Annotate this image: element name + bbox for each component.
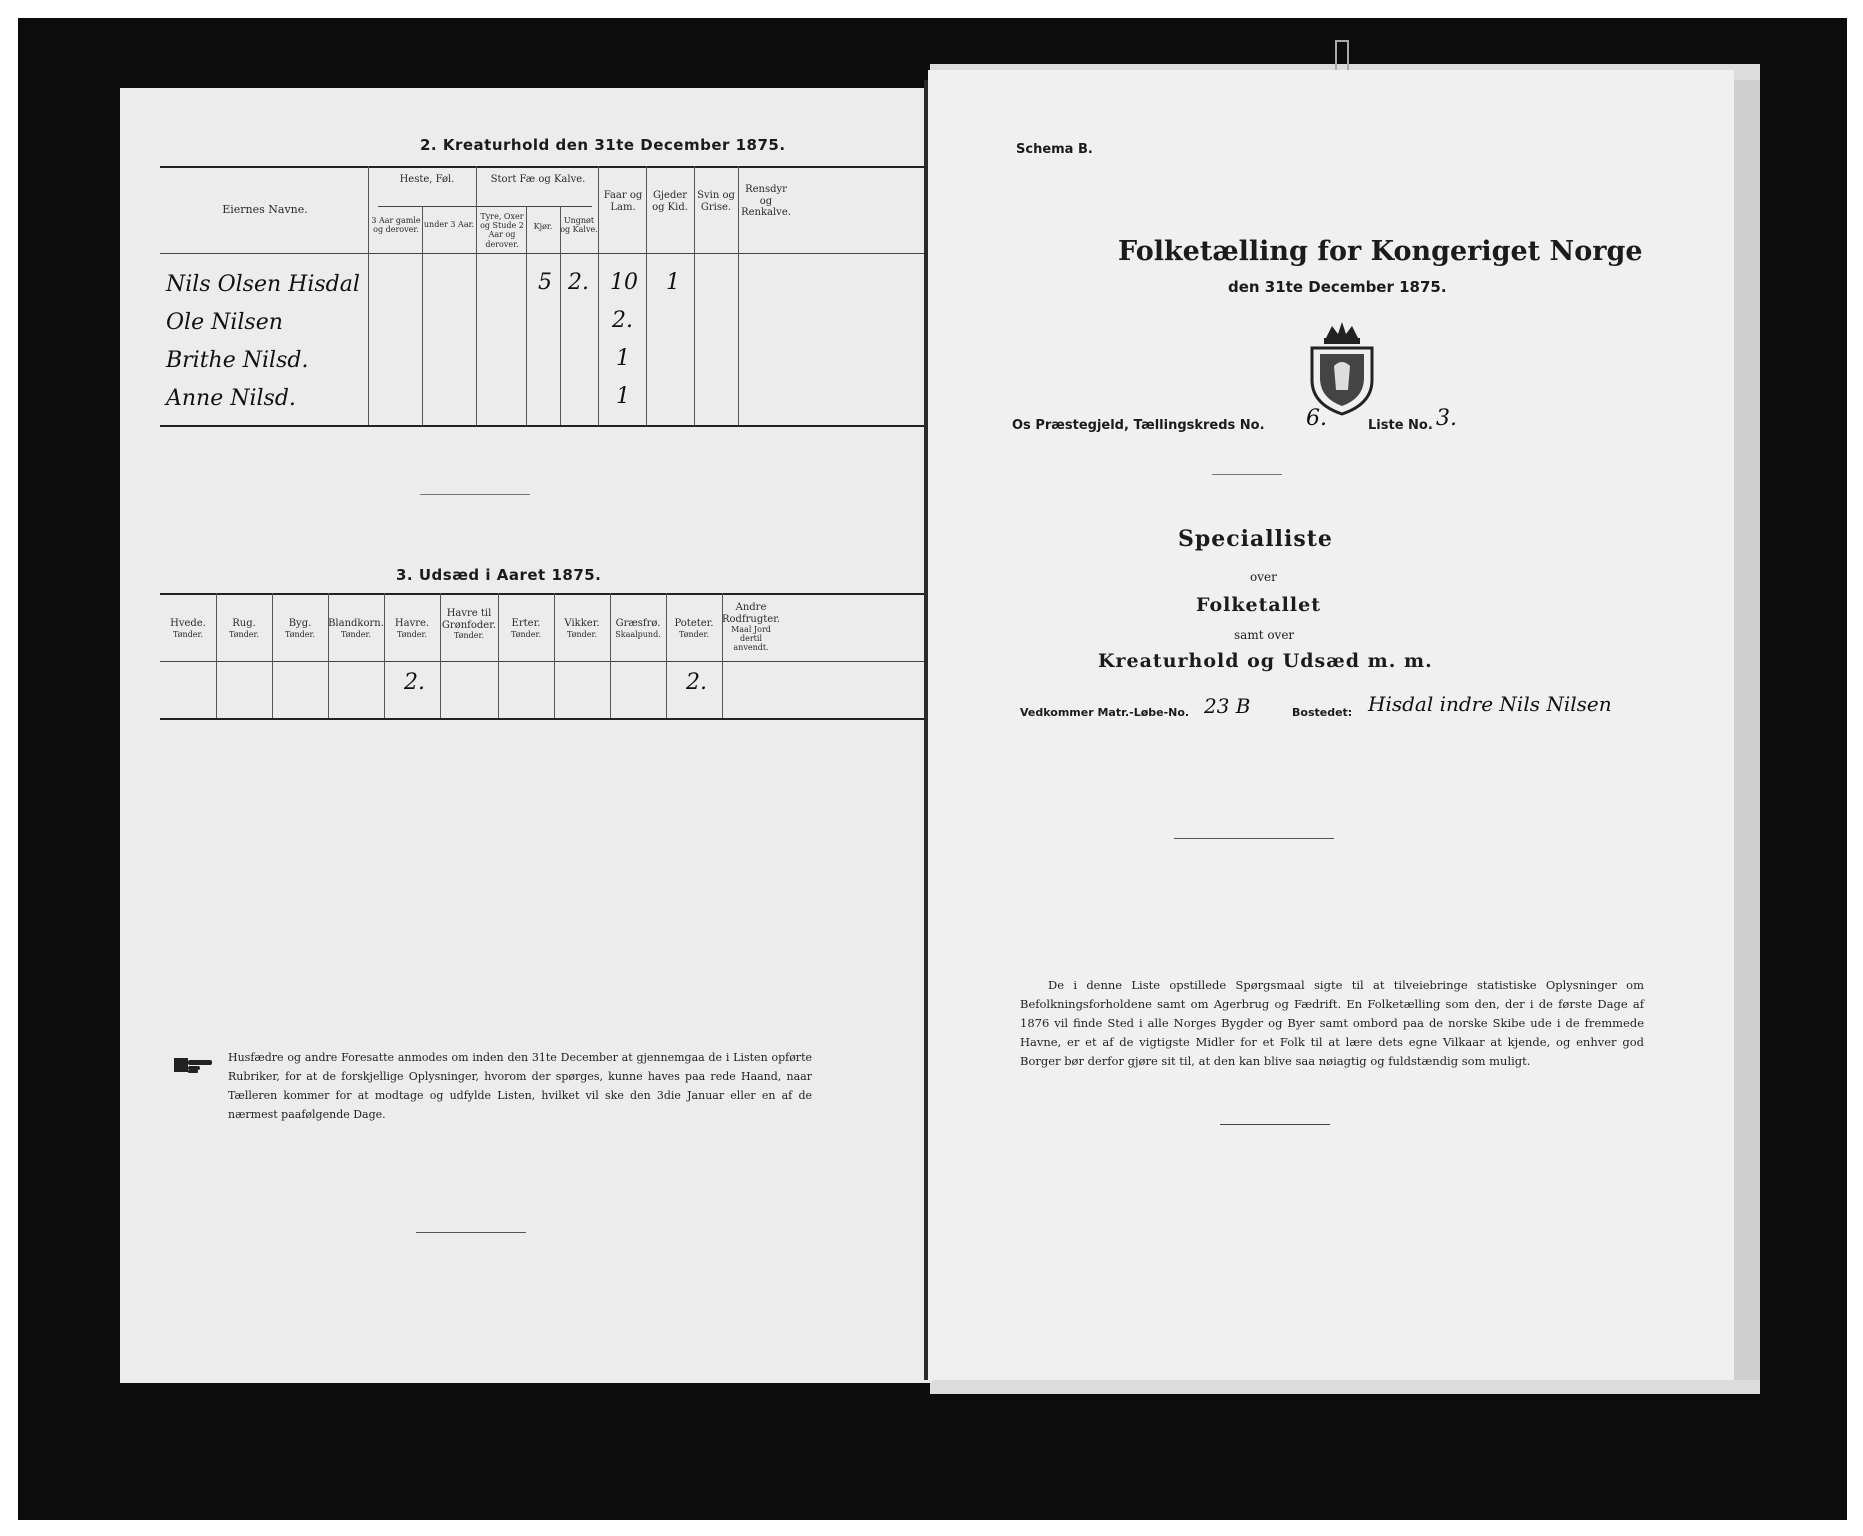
bosted-label: Bostedet: — [1292, 706, 1353, 719]
crop-header: Andre Rodfrugter. Maal Jord dertil anvendt. — [722, 602, 781, 653]
matr-value: 23 B — [1204, 694, 1251, 718]
table3-header-rule — [160, 661, 932, 662]
schema-label: Schema B. — [1016, 142, 1093, 157]
crop-header: Havre til Grønfoder. Tønder. — [441, 608, 497, 640]
liste-number: 3. — [1436, 406, 1457, 431]
potatoes-value: 2. — [686, 670, 707, 695]
table3-col-rule — [328, 593, 329, 718]
owner-name: Nils Olsen Hisdal — [166, 272, 360, 297]
header-cattle-bulls: Tyre, Oxer og Stude 2 Aar og derover. — [480, 212, 524, 249]
header-pigs: Svin og Grise. — [697, 190, 735, 213]
liste-label: Liste No. — [1368, 418, 1433, 433]
table2-col-rule — [368, 166, 369, 425]
instructions-notice: Husfædre og andre Foresatte anmodes om inden den 31te December at gjennemgaa de i Listen opførte Rubriker, for at de forskjellige Oplysninger, hvorom der spørges, kunne haves paa rede Haand, naar Tælleren kommer for at modtage og udfylde Listen, hvilket vil ske den 3die Januar eller en af de nærmest paafølgende Dage. — [228, 1051, 812, 1121]
crop-header: Byg. Tønder. — [284, 618, 316, 639]
kreds-number: 6. — [1306, 406, 1327, 431]
table2-col-rule — [560, 206, 561, 425]
table3-col-rule — [554, 593, 555, 718]
header-cattle-calves: Ungnøt og Kalve. — [560, 216, 598, 235]
divider — [1220, 1124, 1330, 1125]
divider — [1212, 474, 1282, 475]
matr-label: Vedkommer Matr.-Løbe-No. — [1020, 706, 1190, 719]
purpose-notice: De i denne Liste opstillede Spørgsmaal sigte til at tilveiebringe statistiske Oplysninger om Befolkningsforholdene samt om Agerbrug og Fædrift. En Folketælling som den, der i de første Dage af 1876 vil finde Sted i alle Norges Bygder og Byer samt ombord paa de norske Skibe ude i de fremmede Havne, er et af de vigtigste Midler for et Folk til at lære dets egne Vilkaar at kjende, og enhver god Borger bør derfor gjøre sit til, at den kan blive saa nøiagtig og fuldstændig som muligt. — [1020, 978, 1644, 1068]
crop-header: Poteter. Tønder. — [674, 618, 714, 639]
header-cattle-cows: Kjør. — [533, 222, 553, 231]
section3-title: 3. Udsæd i Aaret 1875. — [396, 566, 602, 584]
table3-col-rule — [498, 593, 499, 718]
calves-value: 2. — [568, 270, 589, 295]
table2-col-rule — [526, 206, 527, 425]
sheep-value: 1 — [616, 384, 630, 409]
sheep-value: 10 — [610, 270, 638, 295]
header-reindeer: Rensdyr og Renkalve. — [741, 184, 791, 218]
divider — [416, 1232, 526, 1233]
pointing-hand-icon — [172, 1052, 216, 1076]
table2-col-rule — [422, 206, 423, 425]
owner-name: Ole Nilsen — [166, 310, 283, 335]
table2-col-rule — [598, 166, 599, 425]
kreaturhold-heading: Kreaturhold og Udsæd m. m. — [1098, 650, 1433, 672]
crop-header: Erter. Tønder. — [510, 618, 542, 639]
table3-bottom-rule — [160, 718, 932, 720]
divider — [1174, 838, 1334, 839]
crop-header: Græsfrø. Skaalpund. — [615, 618, 661, 639]
header-cattle: Stort Fæ og Kalve. — [490, 174, 586, 185]
table3-col-rule — [610, 593, 611, 718]
owner-name: Brithe Nilsd. — [166, 348, 309, 373]
table2-col-rule — [476, 166, 477, 425]
owner-name: Anne Nilsd. — [166, 386, 296, 411]
specialliste-heading: Specialliste — [1178, 526, 1333, 552]
goats-value: 1 — [666, 270, 680, 295]
section2-title: 2. Kreaturhold den 31te December 1875. — [420, 136, 786, 154]
header-horses: Heste, Føl. — [399, 174, 455, 185]
table2-header-rule — [160, 253, 932, 254]
header-owner: Eiernes Navne. — [222, 203, 308, 216]
census-title: Folketælling for Kongeriget Norge — [1118, 236, 1643, 267]
crop-header: Vikker. Tønder. — [564, 618, 600, 639]
crop-header: Hvede. Tønder. — [170, 618, 206, 639]
oats-value: 2. — [404, 670, 425, 695]
header-horses-old: 3 Aar gamle og derover. — [371, 216, 421, 235]
table3-top-rule — [160, 593, 932, 595]
header-horses-young: under 3 Aar. — [423, 220, 475, 229]
sheep-value: 2. — [612, 308, 633, 333]
right-page — [928, 70, 1734, 1380]
header-goats: Gjeder og Kid. — [652, 190, 688, 213]
folketallet-heading: Folketallet — [1196, 594, 1321, 616]
crop-header: Blandkorn. Tønder. — [328, 618, 384, 639]
left-page — [120, 88, 932, 1383]
table2-top-rule — [160, 166, 932, 168]
census-subtitle: den 31te December 1875. — [1228, 278, 1447, 296]
table3-col-rule — [272, 593, 273, 718]
bosted-value: Hisdal indre Nils Nilsen — [1368, 692, 1612, 716]
crop-header: Rug. Tønder. — [228, 618, 260, 639]
divider — [420, 494, 530, 495]
location-label: Os Præstegjeld, Tællingskreds No. — [1012, 418, 1265, 433]
cows-value: 5 — [538, 270, 552, 295]
over-text: over — [1250, 570, 1277, 584]
table2-bottom-rule — [160, 425, 932, 427]
samt-over-text: samt over — [1234, 628, 1295, 642]
table3-col-rule — [666, 593, 667, 718]
table3-col-rule — [216, 593, 217, 718]
sheep-value: 1 — [616, 346, 630, 371]
coat-of-arms-icon — [1302, 320, 1382, 416]
header-sheep: Faar og Lam. — [603, 190, 643, 213]
table3-col-rule — [384, 593, 385, 718]
crop-header: Havre. Tønder. — [394, 618, 430, 639]
